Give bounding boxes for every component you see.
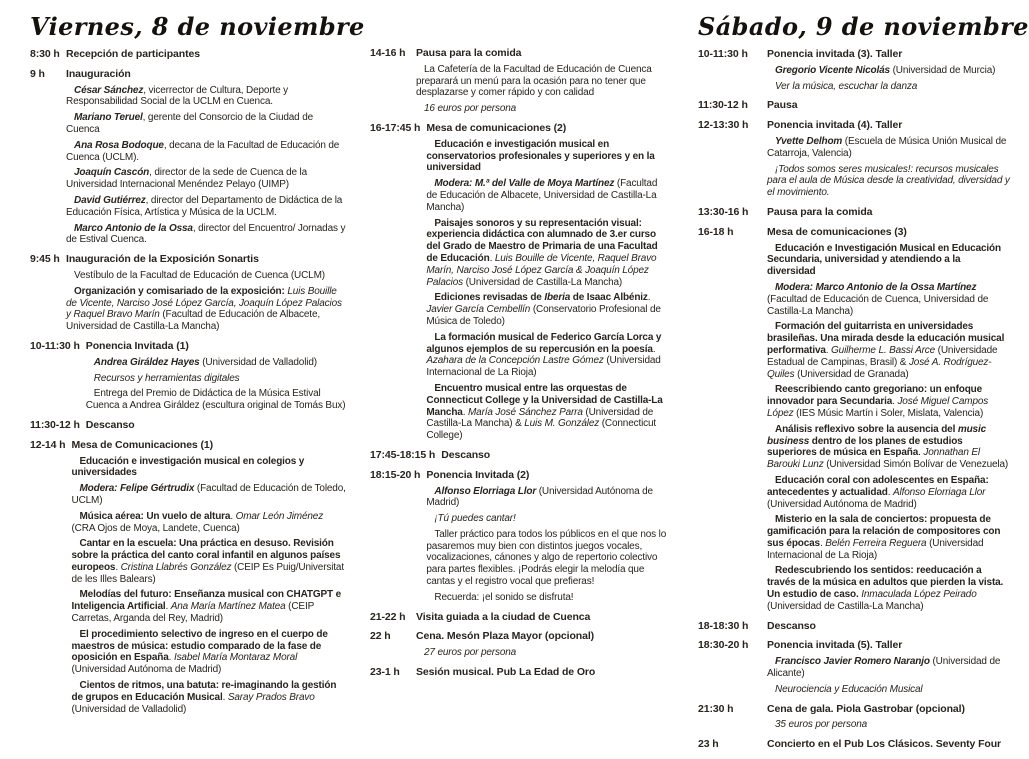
paragraph [767,475,1010,510]
paragraph [767,164,1010,199]
text-segment: (Connecticut College) [426,418,657,442]
time-label: 17:45-18:15 h [370,448,436,461]
item-body [426,123,670,442]
paragraph [72,680,349,715]
item-body [426,470,670,604]
paragraph [66,286,348,333]
text-segment: Javier García Cembellín [426,304,533,316]
text-segment: 16 euros por persona [424,103,517,115]
schedule-item [698,207,1010,219]
item-body [767,227,1010,613]
paragraph [72,511,349,535]
text-segment: (Universidad de Valladolid) [71,703,187,715]
text-segment: Marco Antonio de la Ossa [74,222,193,234]
item-body [86,420,348,432]
item-title: Ponencia Invitada (2) [426,468,530,481]
time-label: 23 h [698,738,719,751]
time-label: 16-18 h [698,225,734,238]
time-label: 21:30 h [698,702,734,715]
text-segment: (Universidade Estadual de Campinas, Brasil) & [767,344,998,368]
schedule-list-friday-left [30,49,348,715]
text-segment: Redescubriendo los sentidos: reeducación a través de la música en adultos que pierden la vista. Un estudio de caso. [767,565,1004,601]
item-title: Pausa para la comida [416,47,522,59]
paragraph [767,65,1010,77]
text-segment: Francisco Javier Romero Naranjo [775,656,933,668]
schedule-item [370,123,670,442]
text-segment: David Gutiérrez [74,194,146,206]
paragraph [767,384,1010,419]
paragraph [767,514,1010,561]
text-segment: (Universidad de Castilla-La Mancha) & [426,406,654,430]
paragraph [767,684,1010,696]
text-segment: Mariano Teruel [74,112,143,124]
text-segment: Entrega del Premio de Didáctica de la Música Estival Cuenca a Andrea Giráldez (escultura original de Tomás Bux) [85,388,346,412]
item-body [86,341,348,412]
schedule-item [30,341,348,412]
paragraph [426,178,670,213]
paragraph [426,332,670,379]
paragraph [72,589,349,624]
text-segment: Yvette Delhom [775,135,845,147]
paragraph [767,136,1010,160]
time-label: 9:45 h [30,253,60,266]
schedule-item [30,69,348,246]
text-segment: (Universidad de Valladolid) [202,356,317,368]
paragraph [767,321,1010,380]
paragraph [66,195,348,219]
item-body [416,667,670,679]
paragraph [72,483,349,507]
item-title: Pausa [767,99,798,112]
text-segment: Educación coral con adolescentes en España: antecedentes y actualidad [767,474,989,498]
text-segment: (Universidad de Alicante) [767,656,1001,680]
paragraph [416,64,670,99]
text-segment: . [230,510,236,522]
item-body [767,621,1010,633]
schedule-item [370,612,670,624]
item-title: Descanso [767,619,816,632]
paragraph [426,513,670,525]
text-segment: Taller práctico para todos los públicos en el que nos lo pasaremos muy bien con distintos juegos vocales, vocalizaciones, cánones y algo de repertorio colectivo para partes flexibles. ¡Podrás elegir la melodía que cantas y el registro vocal que prefieras! [426,528,667,588]
schedule-item [698,227,1010,613]
item-title: Ponencia invitada (5). Taller [767,639,903,652]
text-segment: María José Sánchez Parra [467,406,586,418]
item-title: Mesa de comunicaciones (2) [426,121,567,134]
text-segment: dentro de los planes de estudios superiores de música en España [767,435,963,459]
text-segment: (Facultad de Educación de Albacete, Universidad de Castilla-La Mancha) [66,309,320,333]
paragraph [72,538,349,585]
item-body [416,612,670,624]
time-label: 22 h [370,630,391,643]
text-segment: . [652,343,656,355]
text-segment: Paisajes sonoros y su representación visual: experiencia didáctica con alumnado de 3.er curso del Grado de Maestro de Primaria de una Facultad de Educación [426,217,658,264]
item-title: Ponencia invitada (3). Taller [767,48,903,60]
paragraph [426,218,670,289]
paragraph [72,629,349,676]
item-title: Inauguración de la Exposición Sonartis [66,253,259,266]
paragraph [767,282,1010,317]
text-segment: Joaquín Cascón [74,167,150,179]
text-segment: (Universidad Simón Bolívar de Venezuela) [826,459,1009,471]
text-segment: Jonnathan El Barouki Lunz [767,447,980,471]
text-segment: Cantar en la escuela: Una práctica en desuso. Revisión sobre la práctica del canto coral infantil en algunos países europeos [71,538,341,573]
text-segment: Formación del guitarrista en universidades brasileñas. Una mirada desde la educación musical performativa [767,321,1005,356]
text-segment: La Cafetería de la Facultad de Educación de Cuenca preparará un menú para la ocasión para no tener que desplazarse y comer rápido y con calidad [416,63,652,99]
item-title: Ponencia Invitada (1) [85,339,189,352]
time-label: 23-1 h [370,666,400,679]
schedule-list-saturday [698,49,1010,751]
text-segment: . [115,561,121,573]
text-segment: (Conservatorio Profesional de Música de Toledo) [426,304,661,327]
text-segment: (Universidad Autónoma de Madrid) [71,664,222,676]
item-body [767,640,1010,695]
schedule-item [370,450,670,462]
text-segment: . [165,601,171,613]
text-segment: Alfonso Elorriaga Llor [893,486,986,498]
schedule-item [698,640,1010,695]
time-label: 8:30 h [30,48,60,60]
paragraph [767,81,1010,93]
day-title-friday: Viernes, 8 de noviembre [30,12,365,41]
text-segment: Melodías del futuro: Enseñanza musical con CHATGPT e Inteligencia Artificial [71,589,342,613]
text-segment: Misterio en la sala de conciertos: propuesta de gamificación para la relación de compositores con sus épocas [767,514,1001,549]
text-segment: Belén Ferreira Reguera [825,537,930,549]
text-segment: (Escuela de Música Unión Musical de Catarroja, Valencia) [767,135,1007,159]
paragraph [66,112,348,136]
text-segment: ¡Todos somos seres musicales!: recursos musicales para el aula de Música desde la creatividad, diversidad y el movimiento. [767,163,1010,199]
paragraph [416,647,670,659]
paragraph [767,656,1010,680]
text-segment: Ana Rosa Bodoque [74,139,164,151]
text-segment: (Universidad de Castilla-La Mancha) [465,276,623,288]
text-segment: Ver la música, escuchar la danza [775,80,918,92]
text-segment: 27 euros por persona [424,647,517,659]
text-segment: Neurociencia y Educación Musical [775,683,923,695]
text-segment: Música aérea: Un vuelo de altura [79,510,231,522]
item-body [767,704,1010,732]
column-saturday [698,12,1029,759]
item-title: Cena. Mesón Plaza Mayor (opcional) [416,630,595,643]
item-body [767,49,1010,92]
time-label: 11:30-12 h [30,418,80,431]
text-segment: music business [767,423,986,447]
text-segment: Gregorio Vicente Nicolás [775,64,893,76]
schedule-item [370,667,670,679]
schedule-item [370,631,670,659]
text-segment: Iberia [544,292,571,304]
time-label: 18:15-20 h [370,468,421,481]
paragraph [767,719,1010,731]
time-label: 10-11:30 h [698,48,748,60]
item-body [767,120,1010,199]
text-segment: (Universidad Internacional de La Rioja) [426,355,661,379]
text-segment: , director del Encuentro/ Jornadas y de Estival Cuenca. [66,222,346,246]
text-segment: El procedimiento selectivo de ingreso en el cuerpo de maestros de música: estudio comparado de la fase de oposición en España [71,628,328,664]
text-segment: . [892,396,898,408]
text-segment: Luis M. González [524,418,602,430]
time-label: 13:30-16 h [698,205,749,218]
text-segment: (Universidad de Castilla-La Mancha) [767,600,924,612]
text-segment: (Facultad de Educación de Albacete, Universidad de Castilla-La Mancha) [426,178,658,213]
text-segment: (Universidad de Granada) [797,368,909,380]
paragraph [86,357,348,369]
text-segment: . [222,691,228,703]
time-label: 16-17:45 h [370,121,421,134]
text-segment: Inmaculada López Peirado [861,589,977,601]
paragraph [767,565,1010,612]
item-title: Visita guiada a la ciudad de Cuenca [416,610,591,623]
item-title: Mesa de Comunicaciones (1) [71,438,214,451]
text-segment: Luis Bouille de Vicente, Raquel Bravo Marín, Narciso José López García & Joaquín López Palacios [426,252,657,288]
item-title: Descanso [85,418,135,431]
text-segment: Andrea Giráldez Hayes [93,356,203,368]
time-label: 12-14 h [30,438,66,451]
text-segment: Cristina Llabrés González [120,561,234,573]
text-segment: Educación e Investigación Musical en Educación Secundaria, universidad y atendiendo a la diversidad [767,242,1001,278]
text-segment: (Universidad Internacional de La Rioja) [767,537,984,561]
text-segment: de Isaac Albéniz [570,292,648,304]
time-label: 11:30-12 h [698,99,748,112]
time-label: 10-11:30 h [30,339,80,352]
schedule-item [370,48,670,115]
text-segment: Ana María Martínez Matea [170,601,289,613]
paragraph [767,243,1010,278]
text-segment: Alfonso Elorriaga Llor [434,485,539,497]
text-segment: Modera: Felipe Gértrudix [79,483,197,495]
text-segment: Organización y comisariado de la exposición: [74,285,288,297]
text-segment: Guilherme L. Bassi Arce [831,344,938,356]
text-segment: . [819,537,826,549]
item-title: Inauguración [66,67,131,80]
column-friday-left [30,12,365,723]
text-segment: . [647,292,651,304]
text-segment: (CEIP Carretas, Arganda del Rey, Madrid) [71,601,314,625]
item-title: Concierto en el Pub Los Clásicos. Seventy Four [767,738,1002,751]
item-body [767,207,1010,219]
schedule-item [698,120,1010,199]
paragraph [426,529,670,588]
schedule-item [698,100,1010,112]
schedule-item [698,704,1010,732]
text-segment: . [462,406,468,418]
text-segment: , vicerrector de Cultura, Deporte y Responsabilidad Social de la UCLM en Cuenca. [66,84,289,108]
text-segment: (IES Músic Martín i Soler, Mislata, Valencia) [796,407,984,419]
text-segment: , gerente del Consorcio de la Ciudad de Cuenca [66,112,314,135]
time-label: 9 h [30,67,45,80]
text-segment: Educación e investigación musical en conservatorios profesionales y superiores y en la universidad [426,138,655,174]
schedule-item [370,470,670,604]
paragraph [426,292,670,327]
text-segment: Recursos y herramientas digitales [93,372,240,384]
time-label: 21-22 h [370,610,406,623]
text-segment: (Universidad de Murcia) [892,64,996,76]
paragraph [86,373,348,385]
time-label: 18-18:30 h [698,619,749,632]
text-segment: , director de la sede de Cuenca de la Universidad Internacional Menéndez Pelayo (UIMP) [66,167,308,191]
item-title: Descanso [441,448,491,461]
text-segment: Recuerda: ¡el sonido se disfruta! [434,591,574,603]
text-segment: Reescribiendo canto gregoriano: un enfoque innovador para Secundaria [767,384,983,408]
text-segment: . [825,344,832,356]
item-body [767,100,1010,112]
text-segment: , director del Departamento de Didáctica de la Educación Física, Artística y Música de la UCLM. [66,194,343,218]
text-segment: . [887,486,894,498]
paragraph [66,85,348,109]
paragraph [66,167,348,191]
text-segment: Isabel María Montaraz Moral [173,652,298,664]
paragraph [86,388,348,412]
text-segment: Azahara de la Concepción Lastre Gómez [426,355,607,367]
text-segment: Ediciones revisadas de [434,292,545,304]
text-segment: José A. Rodríguez-Quiles [767,356,992,380]
item-title: Recepción de participantes [66,48,200,60]
text-segment: , decana de la Facultad de Educación de Cuenca (UCLM). [66,139,340,163]
paragraph [426,139,670,174]
text-segment: (CEIP Es Puig/Universitat de les Illes Balears) [71,561,344,585]
text-segment: . [489,252,495,264]
paragraph [426,486,670,510]
text-segment: Modera: Marco Antonio de la Ossa Martínez [775,281,977,293]
paragraph [426,592,670,604]
paragraph [426,383,670,442]
schedule-item [30,49,348,61]
text-segment: Educación e investigación musical en colegios y universidades [71,455,305,479]
item-title: Cena de gala. Piola Gastrobar (opcional) [767,702,965,715]
item-body [416,48,670,115]
item-title: Ponencia invitada (4). Taller [767,119,903,132]
paragraph [72,456,349,480]
item-title: Pausa para la comida [767,205,873,218]
text-segment: . [168,652,174,664]
text-segment: 35 euros por persona [775,719,868,731]
day-title-saturday: Sábado, 9 de noviembre [698,12,1029,41]
text-segment: Modera: M.ª del Valle de Moya Martínez [434,178,617,190]
text-segment: Saray Prados Bravo [227,691,315,703]
text-segment: ¡Tú puedes cantar! [434,513,516,525]
paragraph [416,103,670,115]
schedule-item [698,49,1010,92]
text-segment: Omar León Jiménez [235,510,324,522]
text-segment: (Universidad Autónoma de Madrid) [767,498,917,510]
text-segment: Luis Bouille de Vicente, Narciso José López García, Joaquín López Palacios y Raquel Bravo Marín [66,285,342,321]
paragraph [66,270,348,282]
time-label: 12-13:30 h [698,119,749,132]
text-segment: Cientos de ritmos, una batuta: re-imaginando la gestión de grupos en Educación Musical [71,680,337,703]
text-segment: Análisis reflexivo sobre la ausencia del [775,423,958,435]
text-segment: Vestíbulo de la Facultad de Educación de Cuenca (UCLM) [74,269,325,281]
item-body [72,440,349,716]
text-segment: (Facultad de Educación de Cuenca, Universidad de Castilla-La Mancha) [767,293,989,317]
text-segment: La formación musical de Federico García Lorca y algunos ejemplos de su repercusión en la poesía [426,331,662,355]
text-segment: (Facultad de Educación de Toledo, UCLM) [71,483,346,506]
schedule-list-friday-right [370,48,670,679]
schedule-item [30,420,348,432]
paragraph [66,140,348,164]
text-segment: José Miguel Campos López [767,396,989,419]
paragraph [66,223,348,247]
paragraph [767,424,1010,471]
column-friday-right [370,14,670,687]
item-body [441,450,670,462]
schedule-item [30,254,348,333]
item-title: Mesa de comunicaciones (3) [767,225,907,238]
time-label: 18:30-20 h [698,639,749,652]
text-segment: (CRA Ojos de Moya, Landete, Cuenca) [71,522,240,534]
text-segment: Encuentro musical entre las orquestas de Connecticut College y la Universidad de Castilla-La Mancha [426,382,663,418]
time-label: 14-16 h [370,47,406,59]
schedule-item [698,621,1010,633]
text-segment: . [918,447,924,459]
schedule-item [30,440,348,716]
text-segment: (Universidad Autónoma de Madrid) [426,485,653,509]
item-body [66,49,348,61]
item-body [66,254,348,333]
text-segment: César Sánchez [74,84,144,96]
item-title: Sesión musical. Pub La Edad de Oro [416,666,596,679]
item-body [767,739,1010,751]
schedule-item [698,739,1010,751]
item-body [416,631,670,659]
item-body [66,69,348,246]
